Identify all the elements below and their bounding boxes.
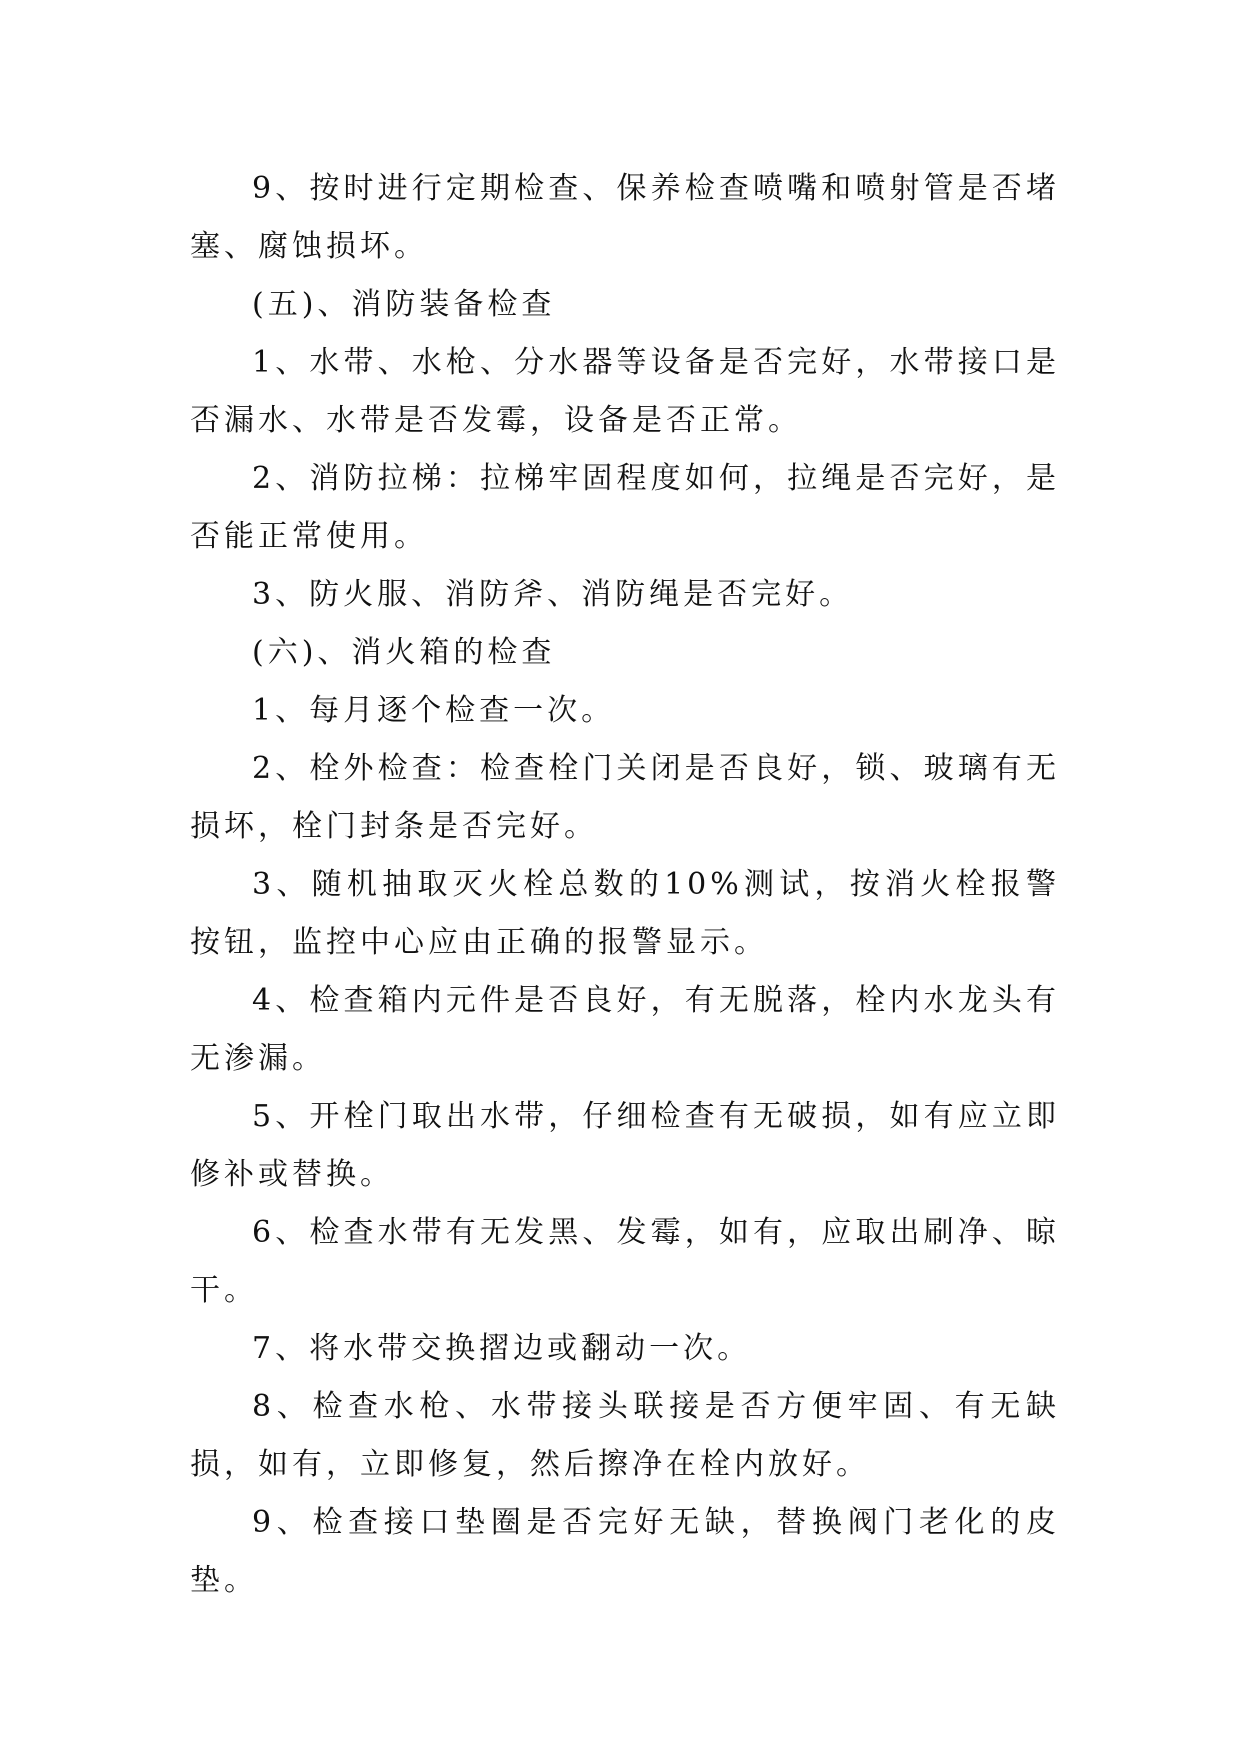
paragraph-gasket: 9、检查接口垫圈是否完好无缺，替换阀门老化的皮垫。 — [190, 1505, 1060, 1598]
paragraph-hose-fold: 7、将水带交换摺边或翻动一次。 — [252, 1331, 752, 1366]
section-heading-equipment-check: (五)、消防装备检查 — [252, 287, 556, 322]
paragraph-hose-equipment: 1、水带、水枪、分水器等设备是否完好，水带接口是否漏水、水带是否发霉，设备是否正常。 — [190, 345, 1060, 438]
paragraph-random-test: 3、随机抽取灭火栓总数的10%测试，按消火栓报警按钮，监控中心应由正确的报警显示。 — [190, 867, 1060, 960]
section-heading-hydrant-box-check: (六)、消火箱的检查 — [252, 635, 556, 670]
paragraph-exterior-check: 2、栓外检查：检查栓门关闭是否良好，锁、玻璃有无损坏，栓门封条是否完好。 — [190, 751, 1060, 844]
paragraph-nozzle-joint: 8、检查水枪、水带接头联接是否方便牢固、有无缺损，如有，立即修复，然后擦净在栓内放好。 — [190, 1389, 1060, 1482]
paragraph-internal-components: 4、检查箱内元件是否良好，有无脱落，栓内水龙头有无渗漏。 — [190, 983, 1060, 1076]
document-body — [190, 160, 1060, 1610]
paragraph-ladder: 2、消防拉梯：拉梯牢固程度如何，拉绳是否完好，是否能正常使用。 — [190, 461, 1060, 554]
paragraph-hose-damage: 5、开栓门取出水带，仔细检查有无破损，如有应立即修补或替换。 — [190, 1099, 1060, 1192]
paragraph-monthly-check: 1、每月逐个检查一次。 — [252, 693, 616, 728]
paragraph-fire-suit: 3、防火服、消防斧、消防绳是否完好。 — [252, 577, 854, 612]
paragraph-hose-mildew: 6、检查水带有无发黑、发霉，如有，应取出刷净、晾干。 — [190, 1215, 1060, 1308]
paragraph-nozzle-inspection: 9、按时进行定期检查、保养检查喷嘴和喷射管是否堵塞、腐蚀损坏。 — [190, 171, 1060, 264]
